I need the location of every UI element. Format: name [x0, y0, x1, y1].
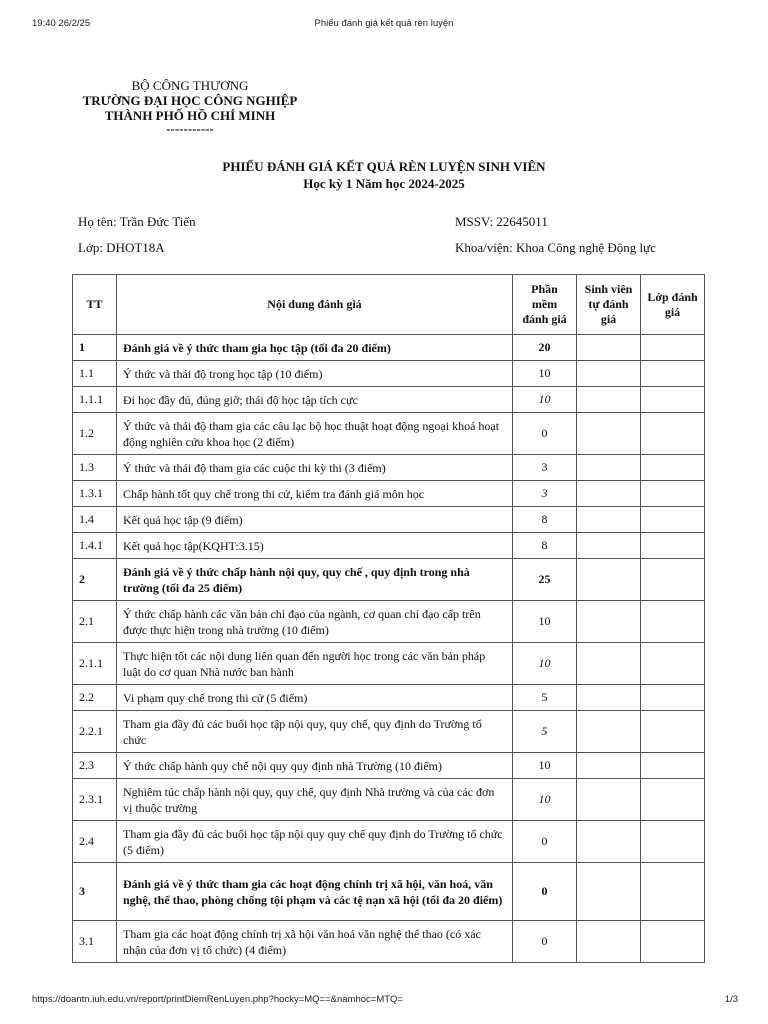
- table-row: [73, 361, 705, 387]
- row-content: Ý thức chấp hành quy chế nội quy quy định nhà Trường (10 điểm): [117, 753, 513, 779]
- row-software-score: 0: [513, 413, 577, 455]
- student-faculty: Khoa/viện: Khoa Công nghệ Động lực: [455, 240, 656, 255]
- row-software-score: 10: [513, 779, 577, 821]
- row-student-score: [577, 601, 641, 643]
- row-content: Nghiêm túc chấp hành nội quy, quy chế, quy định Nhà trường và của các đơn vị thuộc trường: [117, 779, 513, 821]
- row-student-score: [577, 711, 641, 753]
- row-tt: 2.3.1: [73, 779, 117, 821]
- row-software-score: 8: [513, 533, 577, 559]
- row-tt: 1.3.1: [73, 481, 117, 507]
- evaluation-table: [72, 274, 705, 963]
- row-software-score: 0: [513, 921, 577, 963]
- row-student-score: [577, 921, 641, 963]
- col-header-tt: TT: [73, 275, 117, 335]
- row-student-score: [577, 685, 641, 711]
- row-software-score: 3: [513, 481, 577, 507]
- row-student-score: [577, 413, 641, 455]
- row-software-score: 0: [513, 821, 577, 863]
- row-content: Tham gia đầy đủ các buổi học tập nội quy, quy chế, quy định do Trường tổ chức: [117, 711, 513, 753]
- row-student-score: [577, 753, 641, 779]
- form-title: PHIẾU ĐÁNH GIÁ KẾT QUẢ RÈN LUYỆN SINH VIÊN: [222, 159, 546, 174]
- row-content: Ý thức và thái độ trong học tập (10 điểm): [117, 361, 513, 387]
- col-header-student: Sinh viên tự đánh giá: [577, 275, 641, 335]
- row-student-score: [577, 643, 641, 685]
- row-class-score: [641, 413, 705, 455]
- row-tt: 1.4: [73, 507, 117, 533]
- row-tt: 2: [73, 559, 117, 601]
- print-page-number: 1/3: [724, 994, 738, 1005]
- col-header-content: Nội dung đánh giá: [117, 275, 513, 335]
- row-class-score: [641, 685, 705, 711]
- col-header-class: Lớp đánh giá: [641, 275, 705, 335]
- row-software-score: 10: [513, 601, 577, 643]
- row-software-score: 0: [513, 863, 577, 921]
- student-class: Lớp: DHOT18A: [78, 240, 165, 255]
- col-header-software: Phần mềm đánh giá: [513, 275, 577, 335]
- row-tt: 2.1: [73, 601, 117, 643]
- print-datetime: 19:40 26/2/25: [32, 18, 91, 29]
- table-row: [73, 711, 705, 753]
- row-class-score: [641, 361, 705, 387]
- row-content: Đánh giá về ý thức tham gia các hoạt động chính trị xã hội, văn hoá, văn nghệ, thể thao, phòng chống tội phạm và các tệ nạn xã hội (tối đa 20 điểm): [117, 863, 513, 921]
- row-class-score: [641, 779, 705, 821]
- row-software-score: 20: [513, 335, 577, 361]
- header-divider: -----------: [166, 121, 214, 136]
- row-content: Thực hiện tốt các nội dung liên quan đến người học trong các văn bản pháp luật do cơ quan Nhà nước ban hành: [117, 643, 513, 685]
- university-city: THÀNH PHỐ HỒ CHÍ MINH: [104, 108, 276, 123]
- row-content: Đánh giá về ý thức chấp hành nội quy, quy chế , quy định trong nhà trường (tối đa 25 điểm): [117, 559, 513, 601]
- row-class-score: [641, 753, 705, 779]
- table-header-row: [73, 275, 705, 335]
- row-software-score: 10: [513, 361, 577, 387]
- row-student-score: [577, 863, 641, 921]
- student-name: Họ tên: Trần Đức Tiến: [78, 214, 196, 229]
- row-student-score: [577, 779, 641, 821]
- row-content: Kết quả học tập(KQHT:3.15): [117, 533, 513, 559]
- table-row: [73, 685, 705, 711]
- row-tt: 1: [73, 335, 117, 361]
- row-tt: 2.2: [73, 685, 117, 711]
- row-class-score: [641, 921, 705, 963]
- row-class-score: [641, 335, 705, 361]
- row-software-score: 10: [513, 387, 577, 413]
- row-tt: 2.2.1: [73, 711, 117, 753]
- row-student-score: [577, 387, 641, 413]
- table-row: [73, 559, 705, 601]
- student-id: MSSV: 22645011: [455, 214, 548, 229]
- table-row: [73, 533, 705, 559]
- document-title: [0, 158, 768, 192]
- row-software-score: 10: [513, 753, 577, 779]
- row-student-score: [577, 455, 641, 481]
- row-tt: 1.4.1: [73, 533, 117, 559]
- row-software-score: 10: [513, 643, 577, 685]
- table-row: [73, 413, 705, 455]
- row-software-score: 8: [513, 507, 577, 533]
- organization-header: [60, 78, 320, 135]
- row-content: Ý thức và thái độ tham gia các cuộc thi kỳ thi (3 điểm): [117, 455, 513, 481]
- row-content: Vi phạm quy chế trong thi cử (5 điểm): [117, 685, 513, 711]
- row-content: Đi học đầy đủ, đúng giờ; thái độ học tập tích cực: [117, 387, 513, 413]
- row-class-score: [641, 533, 705, 559]
- row-content: Ý thức và thái độ tham gia các câu lạc bộ học thuật hoạt động ngoại khoá hoạt động nghiên cứu khoa học (2 điểm): [117, 413, 513, 455]
- row-class-score: [641, 821, 705, 863]
- row-student-score: [577, 821, 641, 863]
- print-url: https://doantn.iuh.edu.vn/report/printDiemRenLuyen.php?hocky=MQ==&namhoc=MTQ=: [32, 994, 403, 1005]
- row-class-score: [641, 601, 705, 643]
- row-student-score: [577, 507, 641, 533]
- table-row: [73, 387, 705, 413]
- table-row: [73, 601, 705, 643]
- table-row: [73, 335, 705, 361]
- semester-subtitle: Học kỳ 1 Năm học 2024-2025: [303, 176, 465, 191]
- row-student-score: [577, 361, 641, 387]
- row-tt: 1.2: [73, 413, 117, 455]
- ministry-name: BỘ CÔNG THƯƠNG: [131, 78, 249, 93]
- row-content: Tham gia các hoạt động chính trị xã hội văn hoá văn nghệ thể thao (có xác nhận của đơn vị tổ chức) (4 điểm): [117, 921, 513, 963]
- row-software-score: 5: [513, 711, 577, 753]
- row-class-score: [641, 507, 705, 533]
- row-tt: 2.4: [73, 821, 117, 863]
- row-class-score: [641, 711, 705, 753]
- row-class-score: [641, 643, 705, 685]
- row-software-score: 25: [513, 559, 577, 601]
- row-content: Kết quả học tập (9 điểm): [117, 507, 513, 533]
- university-name: TRƯỜNG ĐẠI HỌC CÔNG NGHIỆP: [82, 93, 298, 108]
- print-tab-title: Phiếu đánh giá kết quả rèn luyện: [314, 18, 454, 29]
- row-student-score: [577, 335, 641, 361]
- row-class-score: [641, 387, 705, 413]
- table-row: [73, 821, 705, 863]
- row-tt: 1.1.1: [73, 387, 117, 413]
- row-software-score: 5: [513, 685, 577, 711]
- row-software-score: 3: [513, 455, 577, 481]
- row-content: Chấp hành tốt quy chế trong thi cử, kiểm tra đánh giá môn học: [117, 481, 513, 507]
- table-row: [73, 455, 705, 481]
- row-class-score: [641, 481, 705, 507]
- table-row: [73, 481, 705, 507]
- table-row: [73, 863, 705, 921]
- row-tt: 1.3: [73, 455, 117, 481]
- row-tt: 2.1.1: [73, 643, 117, 685]
- row-content: Đánh giá về ý thức tham gia học tập (tối đa 20 điểm): [117, 335, 513, 361]
- row-tt: 1.1: [73, 361, 117, 387]
- table-row: [73, 643, 705, 685]
- table-row: [73, 507, 705, 533]
- row-student-score: [577, 533, 641, 559]
- table-row: [73, 921, 705, 963]
- row-content: Tham gia đầy đủ các buổi học tập nội quy quy chế quy định do Trường tổ chức (5 điểm): [117, 821, 513, 863]
- row-class-score: [641, 863, 705, 921]
- row-content: Ý thức chấp hành các văn bản chỉ đạo của ngành, cơ quan chỉ đạo cấp trên được thực hiện trong nhà trường (10 điểm): [117, 601, 513, 643]
- row-tt: 3.1: [73, 921, 117, 963]
- row-class-score: [641, 559, 705, 601]
- row-student-score: [577, 559, 641, 601]
- row-tt: 3: [73, 863, 117, 921]
- row-tt: 2.3: [73, 753, 117, 779]
- row-student-score: [577, 481, 641, 507]
- table-row: [73, 779, 705, 821]
- table-row: [73, 753, 705, 779]
- row-class-score: [641, 455, 705, 481]
